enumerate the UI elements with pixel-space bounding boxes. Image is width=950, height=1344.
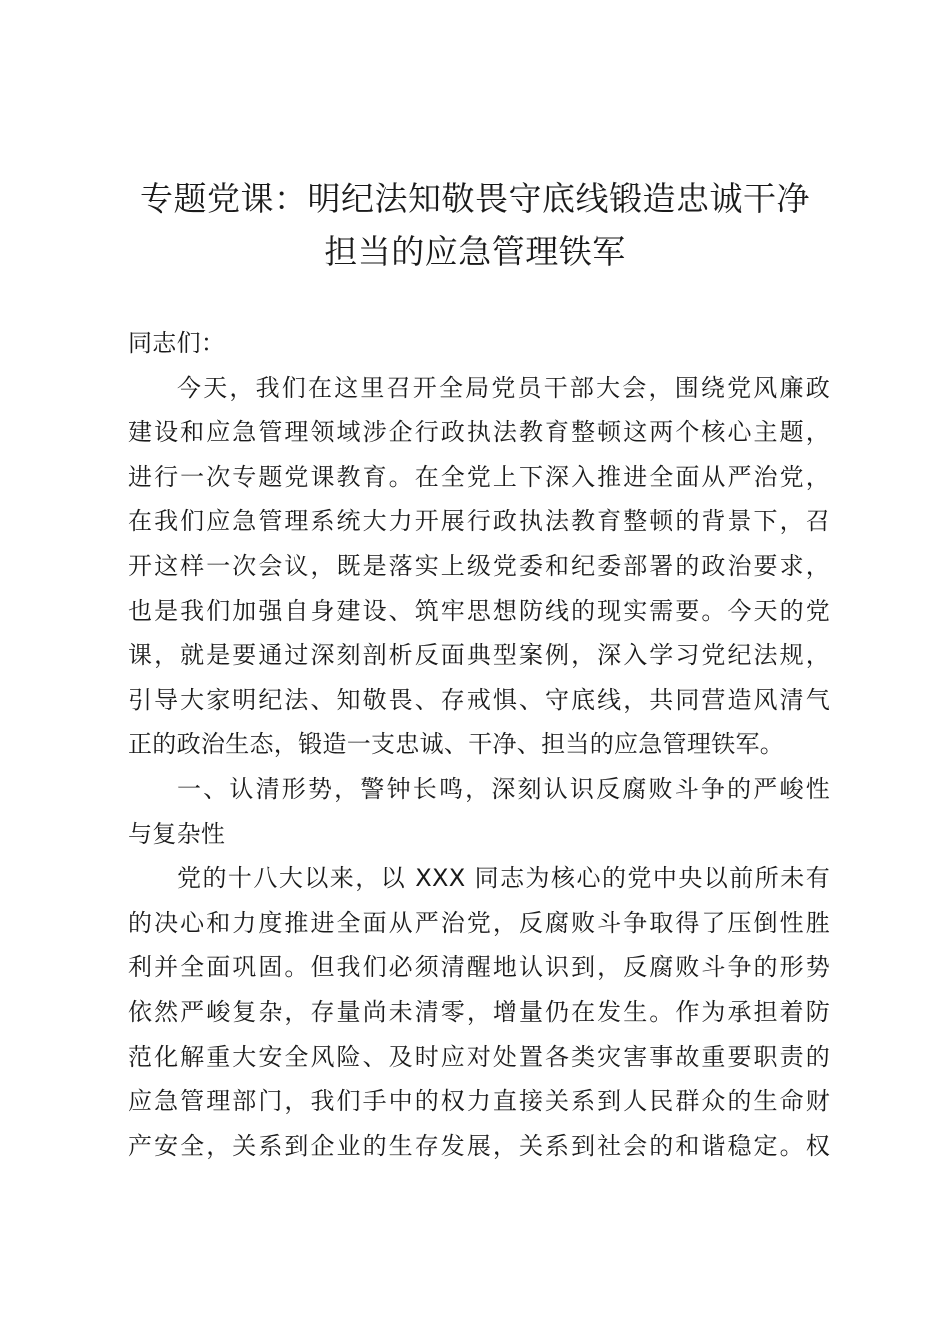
section-heading-line: 与复杂性 (128, 819, 226, 848)
paragraph-3-line: 的决心和力度推进全面从严治党，反腐败斗争取得了压倒性胜 (128, 908, 830, 937)
paragraph-1-line: 开这样一次会议，既是落实上级党委和纪委部署的政治要求， (128, 551, 830, 580)
paragraph-1-line: 引导大家明纪法、知敬畏、存戒惧、守底线，共同营造风清气 (128, 685, 830, 714)
paragraph-3-line: 依然严峻复杂，存量尚未清零，增量仍在发生。作为承担着防 (128, 997, 830, 1026)
salutation: 同志们： (128, 329, 226, 357)
title-line-1: 专题党课：明纪法知敬畏守底线锻造忠诚干净 (140, 179, 810, 218)
title-line-2: 担当的应急管理铁军 (324, 232, 626, 271)
paragraph-1-line: 正的政治生态，锻造一支忠诚、干净、担当的应急管理铁军。 (128, 730, 785, 759)
paragraph-3-line: 党的十八大以来，以 XXX 同志为核心的党中央以前所未有 (177, 864, 830, 893)
paragraph-1-line: 进行一次专题党课教育。在全党上下深入推进全面从严治党， (128, 462, 830, 491)
paragraph-1-line: 建设和应急管理领域涉企行政执法教育整顿这两个核心主题， (128, 418, 830, 447)
paragraph-3-line: 应急管理部门，我们手中的权力直接关系到人民群众的生命财 (128, 1087, 830, 1116)
paragraph-3-line: 范化解重大安全风险、及时应对处置各类灾害事故重要职责的 (128, 1042, 830, 1071)
paragraph-3-line: 产安全，关系到企业的生存发展，关系到社会的和谐稳定。权 (128, 1131, 830, 1160)
paragraph-1-line: 今天，我们在这里召开全局党员干部大会，围绕党风廉政 (177, 373, 830, 402)
paragraph-1-line: 在我们应急管理系统大力开展行政执法教育整顿的背景下，召 (128, 507, 830, 536)
document-body (128, 321, 830, 1168)
paragraph-3-line: 利并全面巩固。但我们必须清醒地认识到，反腐败斗争的形势 (128, 953, 830, 982)
document-title (110, 172, 840, 278)
paragraph-1-line: 课，就是要通过深刻剖析反面典型案例，深入学习党纪法规， (128, 641, 830, 670)
section-heading-line: 一、认清形势，警钟长鸣，深刻认识反腐败斗争的严峻性 (177, 774, 830, 803)
paragraph-1-line: 也是我们加强自身建设、筑牢思想防线的现实需要。今天的党 (128, 596, 830, 625)
